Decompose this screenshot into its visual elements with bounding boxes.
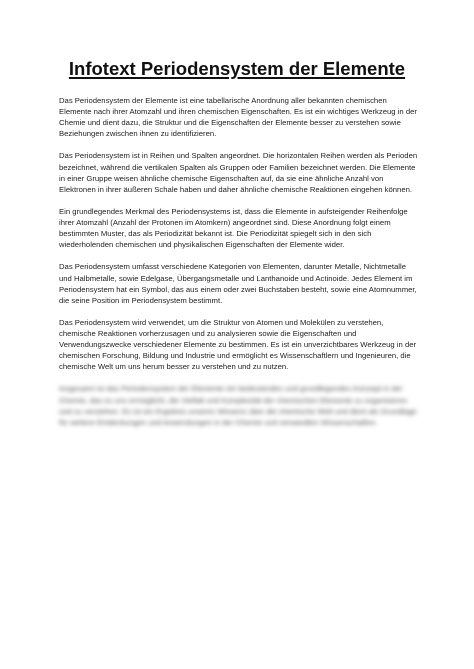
document-body <box>59 95 419 439</box>
paragraph-periodicity: Ein grundlegendes Merkmal des Periodensystems ist, dass die Elemente in aufsteigender Reihenfolge ihrer Atomzahl (Anzahl der Protonen im Atomkern) angeordnet sind. Diese Anordnung folgt einem bestimmten Muster, das als Periodizität bekannt ist. Die Periodizität spiegelt sich in den sich wiederholenden chemischen und physikalischen Eigenschaften der Elemente wider. <box>59 206 408 250</box>
paragraph-structure: Das Periodensystem ist in Reihen und Spalten angeordnet. Die horizontalen Reihen werden als Perioden bezeichnet, während die vertikalen Spalten als Gruppen oder Familien bezeichnet werden. Die Elemente in einer Gruppe weisen ähnliche chemische Eigenschaften auf, da sie eine ähnliche Anzahl von Elektronen in ihrer äußeren Schale haben und daher ähnliche chemische Reaktionen eingehen können. <box>59 151 418 194</box>
paragraph-conclusion-blurred: Insgesamt ist das Periodensystem der Elemente ein bedeutendes und grundlegendes Konzept in der Chemie, das es uns ermöglicht, die Vielfalt und Komplexität der chemischen Elemente zu organisieren und zu verstehen. Es ist ein Ergebnis unseres Wissens über die chemische Welt und dient als Grundlage für weitere Entdeckungen und Anwendungen in der Chemie und verwandten Wissenschaften. <box>59 384 417 427</box>
paragraph-categories: Das Periodensystem umfasst verschiedene Kategorien von Elementen, darunter Metalle, Nichtmetalle und Halbmetalle, sowie Edelgase, Übergangsmetalle und Lanthanoide und Actinoide. Jedes Element im Periodensystem hat ein Symbol, das aus einem oder zwei Buchstaben besteht, sowie eine Atomnummer, die seine Position im Periodensystem bestimmt. <box>59 262 417 305</box>
document-title: Infotext Periodensystem der Elemente <box>68 58 406 79</box>
paragraph-usage: Das Periodensystem wird verwendet, um die Struktur von Atomen und Molekülen zu verstehen, chemische Reaktionen vorherzusagen und zu analysieren sowie die Eigenschaften und Verwendungszwecke verschiedener Elemente zu bestimmen. Es ist ein unverzichtbares Werkzeug in der chemischen Forschung, Bildung und Industrie und ermöglicht es Wissenschaftlern und Ingenieuren, die chemische Welt um uns herum besser zu verstehen und zu nutzen. <box>59 317 417 372</box>
paragraph-introduction: Das Periodensystem der Elemente ist eine tabellarische Anordnung aller bekannten chemischen Elemente nach ihrer Atomzahl und ihren chemischen Eigenschaften. Es ist ein wichtiges Werkzeug in der Chemie und dient dazu, die Struktur und die Eigenschaften der Elemente besser zu verstehen sowie Beziehungen zwischen ihnen zu identifizieren. <box>59 96 417 139</box>
